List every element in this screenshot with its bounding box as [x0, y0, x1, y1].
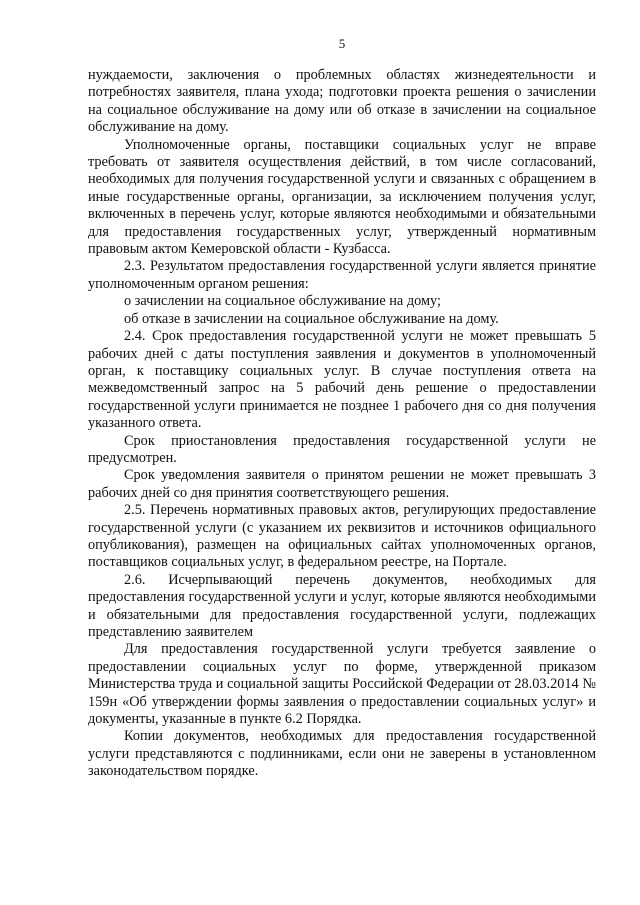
paragraph-2-4-term: 2.4. Срок предоставления государственной услуги не может превышать 5 рабочих дней с даты поступления заявления и документов в уполномоченный орган, к поставщику социальных услуг. В случае поступления ответа на межведомственный запрос на 5 рабочий день решение о предоставлении государственной услуги принимается не позднее 1 рабочего дня со дня получения указанного ответа. — [88, 328, 596, 432]
paragraph-notification-term: Срок уведомления заявителя о принятом решении не может превышать 3 рабочих дней со дня принятия соответствующего решения. — [88, 467, 596, 501]
paragraph-authorized-bodies: Уполномоченные органы, поставщики социальных услуг не вправе требовать от заявителя осуществления действий, в том числе согласований, необходимых для получения государственной услуги и связанных с обращением в иные государственные органы, организации, за исключением получения услуг, включенных в перечень услуг, которые являются необходимыми и обязательными для предоставления государственных услуг, утвержденный нормативным правовым актом Кемеровской области - Кузбасса. — [88, 136, 596, 258]
paragraph-2-6-documents-list: 2.6. Исчерпывающий перечень документов, необходимых для предоставления государственной услуги и услуг, которые являются необходимыми и обязательными для предоставления государственной услуги, подлежащих представлению заявителем — [88, 571, 596, 640]
paragraph-document-copies: Копии документов, необходимых для предоставления государственной услуги представляются с подлинниками, если они не заверены в установленном законодательством порядке. — [88, 728, 596, 780]
paragraph-continuation: нуждаемости, заключения о проблемных областях жизнедеятельности и потребностях заявителя, плана ухода; подготовки проекта решения о зачислении на социальное обслуживание на дому или об отказе в зачислении на социальное обслуживание на дому. — [88, 67, 596, 136]
paragraph-suspension-term: Срок приостановления предоставления государственной услуги не предусмотрен. — [88, 432, 596, 466]
paragraph-application-form: Для предоставления государственной услуги требуется заявление о предоставлении социальных услуг по форме, утвержденной приказом Министерства труда и социальной защиты Российской Федерации от 28.03.2014 № 159н «Об утверждении формы заявления о предоставлении социальных услуг» и документы, указанные в пункте 6.2 Порядка. — [88, 641, 596, 728]
document-page — [88, 36, 596, 781]
paragraph-2-5-normative-acts: 2.5. Перечень нормативных правовых актов, регулирующих предоставление государственной услуги (с указанием их реквизитов и источников официального опубликования), размещен на официальных сайтах уполномоченных органов, поставщиков социальных услуг, в федеральном реестре, на Портале. — [88, 502, 596, 571]
page-number: 5 — [338, 36, 346, 51]
list-item-refusal: об отказе в зачислении на социальное обслуживание на дому. — [124, 310, 499, 327]
list-item-enrollment: о зачислении на социальное обслуживание на дому; — [124, 293, 441, 310]
paragraph-2-3-result: 2.3. Результатом предоставления государственной услуги является принятие уполномоченным органом решения: — [88, 258, 596, 292]
